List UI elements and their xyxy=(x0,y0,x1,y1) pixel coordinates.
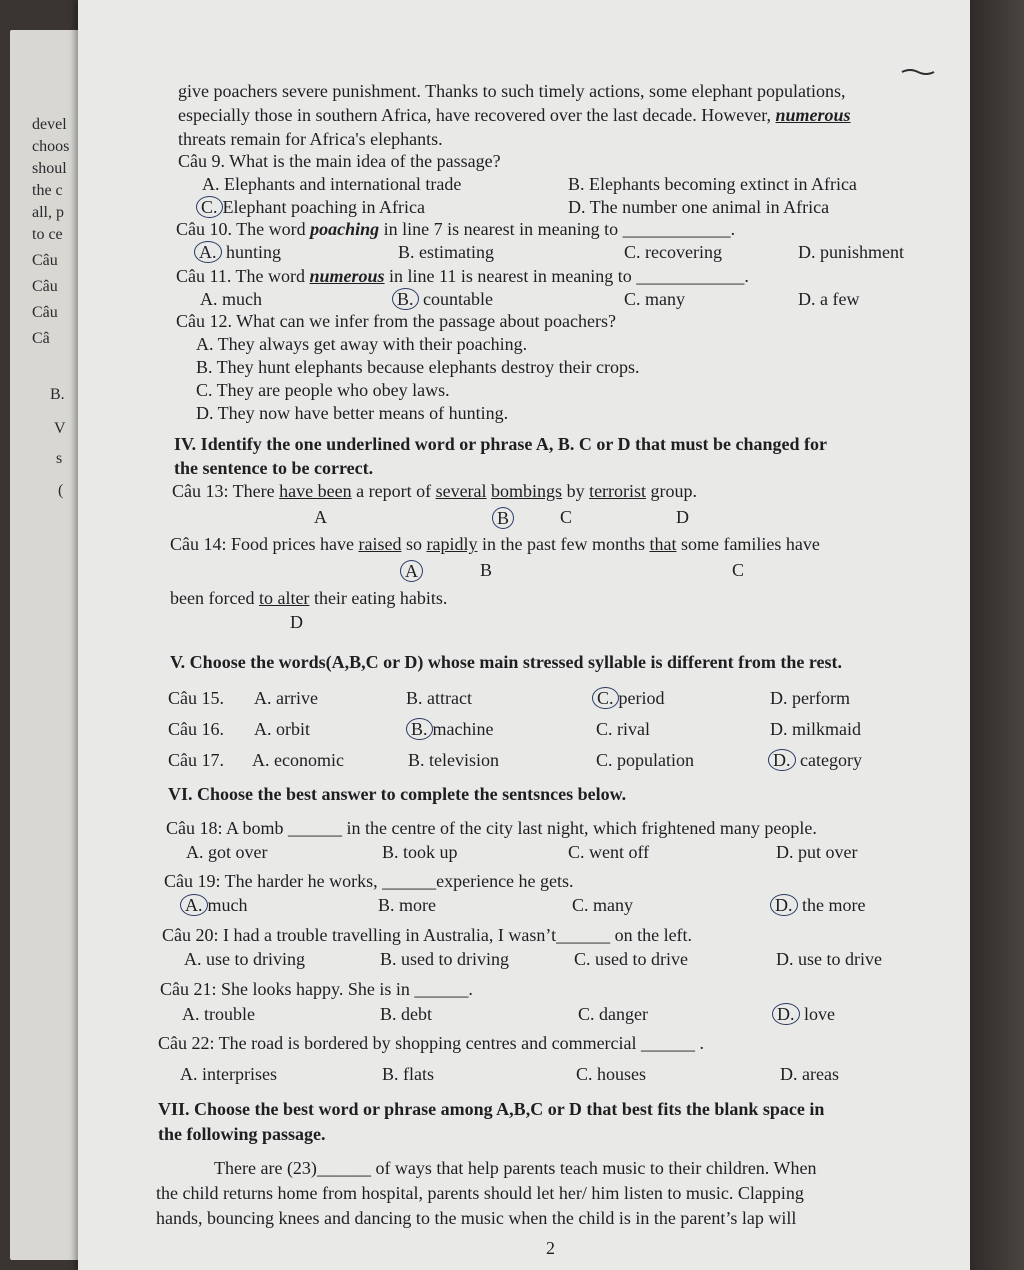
underline-label xyxy=(492,507,514,529)
page-content xyxy=(78,0,970,1270)
stem-text: some families have xyxy=(676,534,820,554)
option-text: hunting xyxy=(221,242,282,262)
section-heading: the sentence to be correct. xyxy=(174,458,374,478)
option-d: D. put over xyxy=(776,842,858,862)
option-d: D. use to drive xyxy=(776,949,882,969)
question-stem-continued xyxy=(170,587,447,609)
option-d: D. They now have better means of hunting. xyxy=(196,403,509,423)
answer-blank: ______. xyxy=(414,979,473,999)
option-b: B. They hunt elephants because elephants destroy their crops. xyxy=(196,357,640,377)
stem-text: group. xyxy=(646,481,698,501)
option-d: D. a few xyxy=(798,289,860,309)
passage-line: give poachers severe punishment. Thanks to such timely actions, some elephant populations, xyxy=(178,81,846,101)
back-fragment: Câu xyxy=(32,252,58,269)
option-c: C. houses xyxy=(576,1064,647,1084)
stem-text: in line 11 is nearest in meaning to xyxy=(384,266,637,286)
question-number: Câu 15. xyxy=(168,688,224,708)
answer-blank: ______ xyxy=(288,818,343,838)
option-a: A. They always get away with their poaching. xyxy=(196,334,528,354)
underlined-phrase: have been xyxy=(279,481,352,501)
circled-answer: B. xyxy=(392,288,419,310)
back-fragment: all, p xyxy=(32,204,64,221)
question-stem xyxy=(166,817,817,839)
stem-text: in the past few months xyxy=(477,534,650,554)
option-b xyxy=(398,288,493,310)
section-heading: V. Choose the words(A,B,C or D) whose main stressed syllable is different from the rest. xyxy=(170,652,842,672)
underlined-phrase: rapidly xyxy=(426,534,478,554)
option-text: much xyxy=(207,895,248,915)
option-d: D. areas xyxy=(780,1064,839,1084)
question-stem xyxy=(158,1032,704,1054)
option-text: countable xyxy=(418,289,493,309)
question-stem xyxy=(176,265,749,287)
option-a: A. trouble xyxy=(182,1004,255,1024)
underline-label xyxy=(400,560,423,582)
page-number: 2 xyxy=(546,1238,555,1258)
option-a: A. got over xyxy=(186,842,268,862)
option-a: A. arrive xyxy=(254,688,318,708)
passage-line xyxy=(178,104,851,126)
stem-text: experience he gets. xyxy=(436,871,574,891)
option-d: D. The number one animal in Africa xyxy=(568,197,830,217)
question-stem xyxy=(176,218,735,240)
option-d: D. perform xyxy=(770,688,850,708)
option-d xyxy=(776,894,865,916)
passage-line: the child returns home from hospital, parents should let her/ him listen to music. Clapping xyxy=(156,1183,804,1203)
circled-answer: D. xyxy=(772,1003,800,1025)
passage-line xyxy=(214,1157,816,1179)
question-stem xyxy=(162,924,692,946)
back-fragment: Câu xyxy=(32,278,58,295)
passage-line: threats remain for Africa's elephants. xyxy=(178,129,443,149)
back-fragment: s xyxy=(56,450,63,467)
stem-text: Câu 14: Food prices have xyxy=(170,534,359,554)
option-c: C. population xyxy=(596,750,694,770)
answer-blank: ______ xyxy=(316,1158,371,1178)
question-stem xyxy=(160,978,473,1000)
stem-text: Câu 20: I had a trouble travelling in Australia, I wasn’t xyxy=(162,925,557,945)
option-text: love xyxy=(799,1004,835,1024)
option-a xyxy=(186,894,248,916)
option-text: category xyxy=(795,750,862,770)
question-stem xyxy=(170,533,820,555)
option-b: B. used to driving xyxy=(380,949,509,969)
circled-answer: A. xyxy=(194,241,222,263)
option-a: A. Elephants and international trade xyxy=(202,174,462,194)
underline-label: C xyxy=(732,560,745,580)
option-a: A. economic xyxy=(252,750,344,770)
option-text: Elephant poaching in Africa xyxy=(222,197,425,217)
option-d: D. milkmaid xyxy=(770,719,861,739)
option-d xyxy=(778,1003,835,1025)
underlined-phrase: to alter xyxy=(258,588,310,608)
question-number: Câu 17. xyxy=(168,750,224,770)
stem-text: on the left. xyxy=(610,925,693,945)
circled-answer: A. xyxy=(180,894,208,916)
stem-text: so xyxy=(401,534,427,554)
stem-text: Câu 22: The road is bordered by shopping centres and commercial xyxy=(158,1033,642,1053)
section-heading: VII. Choose the best word or phrase among A,B,C or D that best fits the blank space in xyxy=(158,1099,825,1119)
option-a: A. orbit xyxy=(254,719,310,739)
stem-text: Câu 21: She looks happy. She is in xyxy=(160,979,415,999)
option-c: C. rival xyxy=(596,719,650,739)
passage-text: There are (23) xyxy=(214,1158,317,1178)
option-d xyxy=(774,749,862,771)
answer-blank: ____________. xyxy=(636,266,749,286)
question-stem xyxy=(172,480,697,502)
background-shadow xyxy=(970,0,1024,1270)
option-text: machine xyxy=(432,719,494,739)
answer-blank: ______ xyxy=(556,925,611,945)
passage-line: hands, bouncing knees and dancing to the music when the child is in the parent’s lap will xyxy=(156,1208,797,1228)
option-b: B. television xyxy=(408,750,499,770)
option-b: B. more xyxy=(378,895,436,915)
option-text: period xyxy=(618,688,665,708)
underlined-phrase: bombings xyxy=(491,481,563,501)
option-a xyxy=(200,241,281,263)
underline-label: D xyxy=(290,612,303,632)
option-b: B. Elephants becoming extinct in Africa xyxy=(568,174,857,194)
option-c: C. They are people who obey laws. xyxy=(196,380,450,400)
option-b: B. attract xyxy=(406,688,472,708)
underlined-phrase: several xyxy=(435,481,487,501)
underline-label: C xyxy=(560,507,573,527)
circled-answer: C. xyxy=(196,196,223,218)
passage-text: of ways that help parents teach music to their children. When xyxy=(370,1158,817,1178)
stem-text: Câu 19: The harder he works, xyxy=(164,871,383,891)
question-stem xyxy=(164,870,574,892)
answer-blank: ______ . xyxy=(641,1033,705,1053)
back-fragment: choos xyxy=(32,138,70,155)
back-fragment: B. xyxy=(50,386,65,403)
section-heading: the following passage. xyxy=(158,1124,326,1144)
circled-answer: B xyxy=(492,507,514,529)
underline-label: B xyxy=(480,560,493,580)
section-heading: IV. Identify the one underlined word or phrase A, B. C or D that must be changed for xyxy=(174,434,828,454)
back-fragment: the c xyxy=(32,182,63,199)
back-fragment: shoul xyxy=(32,160,67,177)
option-c: C. recovering xyxy=(624,242,722,262)
circled-answer: D. xyxy=(770,894,798,916)
keyword: poaching xyxy=(310,219,380,239)
option-text: the more xyxy=(797,895,866,915)
underlined-phrase: raised xyxy=(358,534,402,554)
option-c: C. used to drive xyxy=(574,949,688,969)
option-c xyxy=(598,687,665,709)
back-fragment: to ce xyxy=(32,226,63,243)
back-fragment: V xyxy=(54,420,66,437)
circled-answer: D. xyxy=(768,749,796,771)
back-fragment: ( xyxy=(58,482,64,499)
back-fragment: Câu xyxy=(32,304,58,321)
option-b xyxy=(412,718,494,740)
stem-text: Câu 18: A bomb xyxy=(166,818,289,838)
exam-sheet xyxy=(78,0,970,1270)
underlined-phrase: that xyxy=(649,534,677,554)
stem-text: their eating habits. xyxy=(309,588,448,608)
stem-text: Câu 10. The word xyxy=(176,219,311,239)
stem-text: in the centre of the city last night, which frightened many people. xyxy=(342,818,817,838)
option-a: A. interprises xyxy=(180,1064,277,1084)
option-b: B. took up xyxy=(382,842,458,862)
underlined-phrase: terrorist xyxy=(589,481,647,501)
option-a: A. much xyxy=(200,289,262,309)
option-c: C. went off xyxy=(568,842,650,862)
stem-text: by xyxy=(562,481,590,501)
answer-blank: ______ xyxy=(382,871,437,891)
option-b: B. estimating xyxy=(398,242,494,262)
option-c: C. many xyxy=(624,289,685,309)
question-stem: Câu 12. What can we infer from the passage about poachers? xyxy=(176,311,616,331)
option-c: C. danger xyxy=(578,1004,648,1024)
highlighted-word: numerous xyxy=(775,105,851,125)
question-stem: Câu 9. What is the main idea of the passage? xyxy=(178,151,501,171)
stem-text: Câu 11. The word xyxy=(176,266,310,286)
option-b: B. flats xyxy=(382,1064,434,1084)
stem-text: in line 7 is nearest in meaning to xyxy=(379,219,623,239)
circled-answer: B. xyxy=(406,718,433,740)
section-heading: VI. Choose the best answer to complete the sentsnces below. xyxy=(168,784,627,804)
stem-text: Câu 13: There xyxy=(172,481,280,501)
circled-answer: C. xyxy=(592,687,619,709)
back-fragment: Câ xyxy=(32,330,50,347)
circled-answer: A xyxy=(400,560,423,582)
option-b: B. debt xyxy=(380,1004,432,1024)
option-c xyxy=(202,196,425,218)
underline-label: A xyxy=(314,507,327,527)
question-number: Câu 16. xyxy=(168,719,224,739)
option-c: C. many xyxy=(572,895,633,915)
passage-text: especially those in southern Africa, have recovered over the last decade. However, xyxy=(178,105,776,125)
underline-label: D xyxy=(676,507,689,527)
back-fragment: devel xyxy=(32,116,67,133)
option-d: D. punishment xyxy=(798,242,904,262)
stem-text: a report of xyxy=(351,481,436,501)
answer-blank: ____________. xyxy=(622,219,736,239)
keyword: numerous xyxy=(309,266,385,286)
option-a: A. use to driving xyxy=(184,949,305,969)
stem-text: been forced xyxy=(170,588,259,608)
